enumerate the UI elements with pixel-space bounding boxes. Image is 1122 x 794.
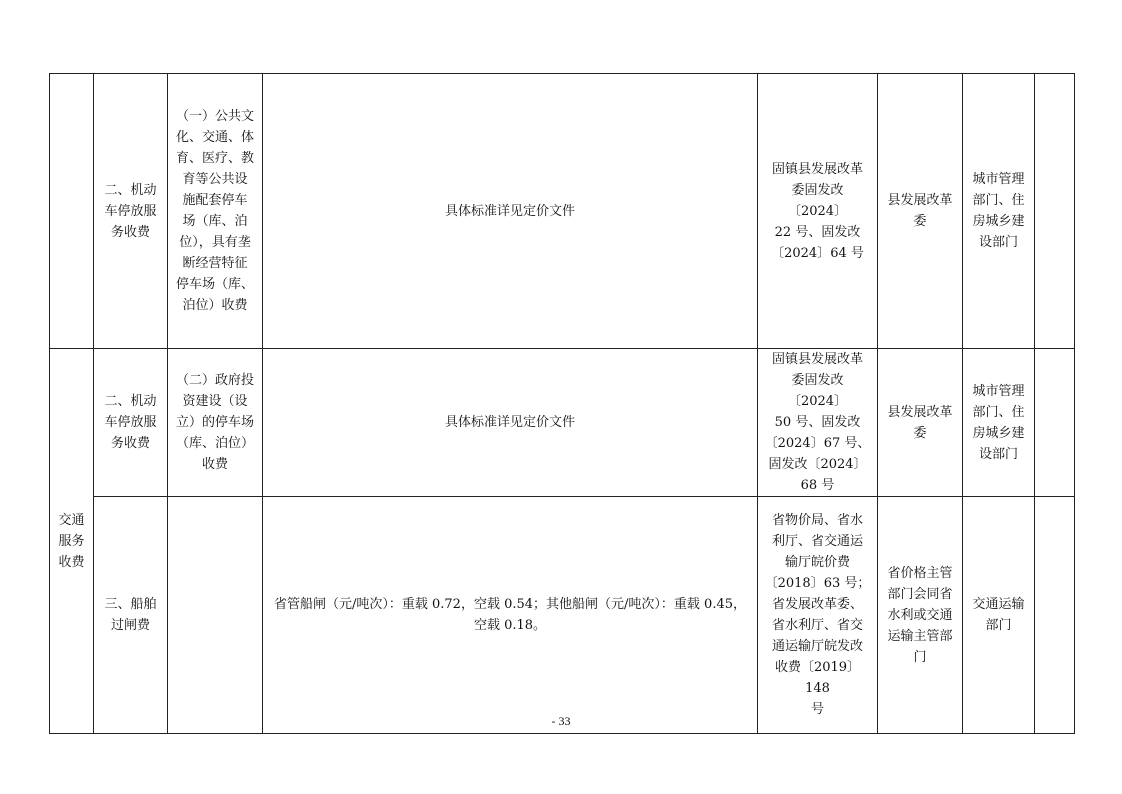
note-cell: [1035, 349, 1075, 497]
pricing-dept-cell: [878, 74, 963, 349]
pricing-dept-cell: [878, 349, 963, 497]
basis-text: 固镇县发展改革 委固发改〔2024〕 22 号、固发改 〔2024〕64 号: [771, 161, 864, 261]
category-text: 交通 服务 收费: [58, 512, 85, 570]
sub-item-cell: [168, 349, 263, 497]
category-cell: [50, 349, 94, 734]
sub-item-text: （二）政府投 资建设（设 立）的停车场 （库、泊位） 收费: [175, 373, 254, 472]
category-cell: [50, 74, 94, 349]
sub-item-text: （一）公共文 化、交通、体 育、医疗、教 育等公共设 施配套停车 场（库、泊 位），具有垄 断经营特征 停车场（库、 泊位）收费: [175, 109, 254, 313]
table-row: [50, 349, 1075, 497]
supervisor-text: 城市管理 部门、住 房城乡建 设部门: [972, 172, 1025, 250]
item-text: 二、机动 车停放服 务收费: [104, 394, 157, 451]
item-cell: [94, 74, 168, 349]
basis-text: 固镇县发展改革 委固发改〔2024〕 50 号、固发改 〔2024〕67 号、 固发改〔2024〕 68 号: [764, 352, 871, 493]
note-cell: [1035, 497, 1075, 734]
basis-text: 省物价局、省水 利厅、省交通运 输厅皖价费 〔2018〕63 号； 省发展改革委、 省水利厅、省交 通运输厅皖发改 收费〔2019〕148 号: [764, 513, 871, 717]
supervisor-cell: [963, 497, 1035, 734]
basis-cell: [758, 74, 878, 349]
standard-cell: [263, 497, 758, 734]
standard-cell: [263, 74, 758, 349]
basis-cell: [758, 349, 878, 497]
supervisor-cell: [963, 74, 1035, 349]
standard-text: 省管船闸（元/吨次）：重载 0.72，空载 0.54；其他船闸（元/吨次）：重载 0.45， 空载 0.18。: [274, 597, 746, 633]
supervisor-text: 交通运输 部门: [972, 597, 1025, 633]
basis-cell: [758, 497, 878, 734]
page-number: - 33: [551, 714, 571, 728]
standard-text: 具体标准详见定价文件: [444, 203, 575, 219]
item-cell: [94, 497, 168, 734]
fee-table: [49, 73, 1075, 734]
pricing-dept-text: 县发展改革 委: [887, 193, 953, 229]
supervisor-text: 城市管理 部门、住 房城乡建 设部门: [972, 383, 1025, 462]
item-text: 三、船舶 过闸费: [104, 597, 157, 633]
standard-text: 具体标准详见定价文件: [444, 415, 575, 430]
sub-item-cell: [168, 74, 263, 349]
standard-cell: [263, 349, 758, 497]
pricing-dept-text: 省价格主管 部门会同省 水利或交通 运输主管部 门: [887, 565, 953, 665]
sub-item-cell: [168, 497, 263, 734]
item-text: 二、机动 车停放服 务收费: [104, 182, 157, 240]
pricing-dept-text: 县发展改革 委: [887, 404, 953, 441]
pricing-dept-cell: [878, 497, 963, 734]
table-row: [50, 74, 1075, 349]
supervisor-cell: [963, 349, 1035, 497]
note-cell: [1035, 74, 1075, 349]
item-cell: [94, 349, 168, 497]
table-row: [50, 497, 1075, 734]
